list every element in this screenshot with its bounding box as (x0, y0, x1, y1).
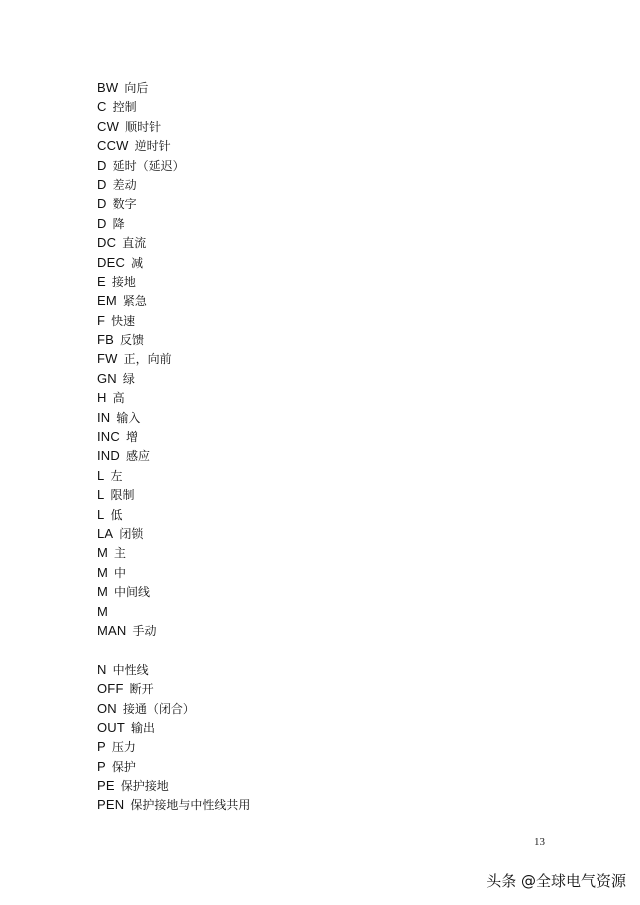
abbreviation: C (97, 99, 107, 115)
list-item (97, 311, 250, 330)
meaning: 顺时针 (125, 119, 162, 134)
abbreviation: L (97, 487, 105, 503)
source-label: 头条 @全球电气资源 (486, 872, 626, 890)
meaning: 左 (110, 468, 123, 483)
list-item (97, 795, 250, 814)
list-item (97, 718, 250, 737)
abbreviation: ON (97, 700, 117, 716)
meaning: 增 (126, 430, 139, 445)
abbreviation: M (97, 584, 109, 600)
meaning: 直流 (122, 236, 147, 251)
meaning: 向后 (124, 81, 149, 95)
meaning: 保护接地与中性线共用 (130, 798, 251, 813)
meaning: 中性线 (112, 662, 149, 677)
list-item (97, 349, 250, 368)
meaning: 控制 (112, 100, 137, 115)
abbreviation: D (97, 215, 107, 231)
abbreviation: FB (97, 332, 115, 348)
meaning: 感应 (126, 449, 151, 464)
meaning: 闭锁 (119, 526, 144, 541)
abbreviation: P (97, 758, 106, 774)
list-item (97, 563, 250, 582)
list-item (97, 602, 250, 621)
list-item (97, 543, 250, 562)
abbreviation: MAN (97, 622, 127, 638)
meaning: 减 (131, 255, 144, 270)
abbreviation: F (97, 312, 106, 328)
meaning: 中 (114, 565, 127, 580)
meaning: 接地 (111, 274, 136, 289)
list-item (97, 117, 250, 136)
meaning: 接通（闭合） (122, 701, 195, 716)
abbreviation: PE (97, 778, 115, 794)
meaning: 绿 (122, 371, 135, 386)
abbreviation: BW (97, 80, 119, 95)
abbreviation: D (97, 196, 107, 212)
list-item (97, 524, 250, 543)
list-item (97, 330, 250, 349)
list-item (97, 272, 250, 291)
abbreviation: D (97, 157, 107, 173)
meaning: 紧急 (122, 294, 147, 309)
abbreviation: EM (97, 293, 117, 309)
list-item (97, 776, 250, 795)
meaning: 限制 (110, 488, 135, 503)
meaning: 高 (112, 391, 125, 406)
abbreviation: FW (97, 351, 118, 367)
list-item (97, 194, 250, 213)
abbreviation: M (97, 545, 109, 561)
abbreviation: L (97, 506, 105, 522)
abbreviation: E (97, 273, 106, 289)
abbreviation: L (97, 467, 105, 483)
list-item (97, 156, 250, 175)
meaning: 输出 (131, 720, 156, 735)
list-item (97, 427, 250, 446)
list-item (97, 505, 250, 524)
meaning: 快速 (111, 313, 136, 328)
meaning: 保护 (111, 759, 136, 774)
meaning: 降 (112, 216, 125, 231)
abbreviation: P (97, 739, 106, 755)
list-item (97, 78, 250, 97)
page-number: 13 (534, 836, 545, 848)
meaning: 压力 (111, 740, 136, 755)
abbreviation: DC (97, 235, 117, 251)
list-item (97, 446, 250, 465)
abbreviation: OUT (97, 719, 126, 735)
meaning: 逆时针 (134, 139, 171, 154)
abbreviation: INC (97, 429, 120, 445)
meaning: 断开 (129, 682, 154, 697)
abbreviation: M (97, 564, 109, 580)
abbreviation: GN (97, 370, 117, 386)
list-item (97, 621, 250, 640)
abbreviation: CW (97, 118, 120, 134)
meaning: 输入 (116, 410, 141, 425)
list-item (97, 175, 250, 194)
list-item (97, 485, 250, 504)
list-item (97, 408, 250, 427)
abbreviation: LA (97, 525, 114, 541)
abbreviation: OFF (97, 681, 124, 697)
abbreviation: DEC (97, 254, 126, 270)
list-item (97, 660, 250, 679)
abbreviation: M (97, 603, 109, 619)
list-item (97, 582, 250, 601)
list-item (97, 699, 250, 718)
abbreviation: H (97, 390, 107, 406)
list-item (97, 253, 250, 272)
meaning: 主 (114, 546, 127, 561)
list-item (97, 97, 250, 116)
meaning: 延时（延迟） (112, 158, 185, 173)
meaning: 反馈 (120, 333, 145, 348)
list-item (97, 388, 250, 407)
list-item (97, 369, 250, 388)
abbreviation: D (97, 176, 107, 192)
abbreviation: CCW (97, 138, 129, 154)
list-item (97, 291, 250, 310)
meaning: 数字 (112, 197, 137, 212)
abbreviation: IN (97, 409, 111, 425)
meaning: 中间线 (114, 585, 151, 600)
meaning: 手动 (132, 623, 157, 638)
list-item (97, 757, 250, 776)
meaning: 正，向前 (123, 352, 172, 367)
abbreviation: PEN (97, 797, 125, 813)
list-item (97, 679, 250, 698)
list-item (97, 214, 250, 233)
list-item (97, 466, 250, 485)
meaning: 保护接地 (120, 779, 169, 794)
abbreviation: N (97, 661, 107, 677)
meaning: 低 (110, 507, 123, 522)
abbreviation: IND (97, 448, 120, 464)
list-item (97, 737, 250, 756)
list-item (97, 136, 250, 155)
meaning: 差动 (112, 177, 137, 192)
blank-line (97, 640, 250, 659)
list-item (97, 233, 250, 252)
abbreviation-list (97, 78, 250, 815)
